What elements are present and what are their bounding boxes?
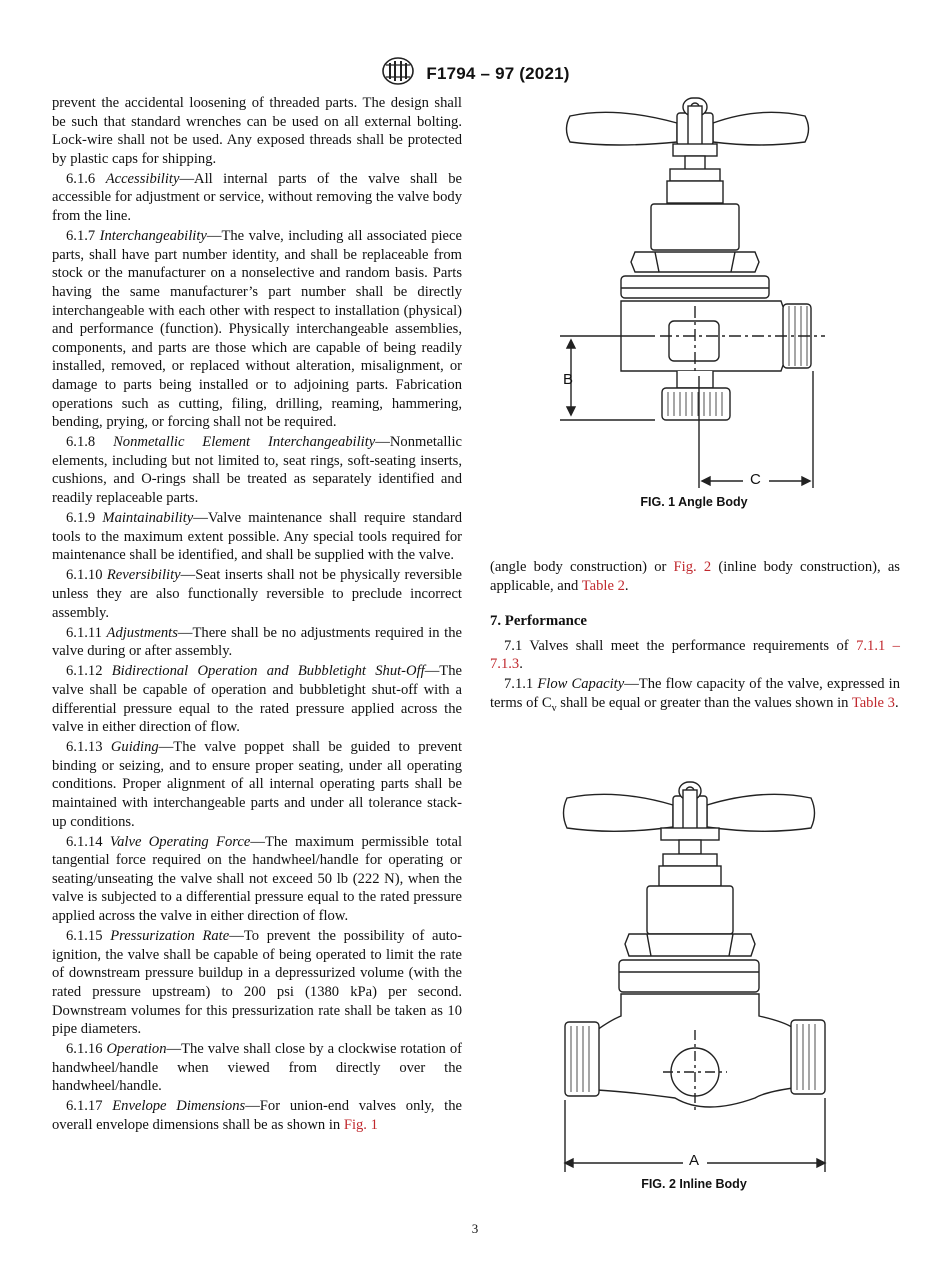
section-6-1-15: 6.1.15 Pressurization Rate—To prevent the possibility of auto-ignition, the valve shall be capable of being operated to limit the rate of downstream pressure buildup in a depressurized volume (with the rated pressure upstream) to 200 psi (1380 kPa) per second. Downstream volumes for this pressurization rate shall be taken as 10 pipe diameters. bbox=[52, 928, 462, 1038]
section-6-1-7: 6.1.7 Interchangeability—The valve, including all associated piece parts, shall have part number identity, and shall be replaceable from stock or the manufacturer on a nonselective and random basis. Parts having the same manufacturer’s part number shall be directly interchangeable with each other with respect to installation (physical) and performance (function). Physically interchangeable assemblies, components, and parts are those which are capable of being readily installed, removed, or replaced without alteration, misalignment, or damage to parts being installed or to adjoining parts. Fabrication operations such as cutting, filing, drilling, reaming, hammering, bending, prying, or forcing shall not be required. bbox=[52, 228, 462, 431]
left-column bbox=[52, 94, 462, 1135]
section-7-1-1: 7.1.1 Flow Capacity—The flow capacity of the valve, expressed in terms of $C_v$ shall be equal or greater than the values shown in Table 3. bbox=[490, 676, 900, 714]
section-7-1: 7.1 Valves shall meet the performance requirements of 7.1.1 – 7.1.3. bbox=[490, 637, 900, 673]
section-6-1-12: 6.1.12 Bidirectional Operation and Bubbletight Shut-Off—The valve shall be capable of operation and bubbletight shut-off with a differential pressure equal to the rated pressure applied across the valve in either direction of flow. bbox=[52, 663, 462, 736]
section-6-1-6: 6.1.6 Accessibility—All internal parts of the valve shall be accessible for adjustment or service, without removing the valve body from the line. bbox=[52, 170, 462, 225]
section-6-1-14: 6.1.14 Valve Operating Force—The maximum permissible total tangential force required on the handwheel/handle for operating or seating/unseating the valve shall not exceed 50 lb (222 N), when the valve is subjected to a differential pressure equal to the rated pressure applied across the valve in either direction of flow. bbox=[52, 833, 462, 925]
page-header bbox=[0, 56, 950, 91]
figure-1-angle-body bbox=[555, 96, 835, 501]
section-6-1-17: 6.1.17 Envelope Dimensions—For union-end valves only, the overall envelope dimensions shall be as shown in Fig. 1 bbox=[52, 1098, 462, 1134]
paragraph-continued: prevent the accidental loosening of threaded parts. The design shall be such that standard wrenches can be used on all external bolting. Lock-wire shall not be used. Any exposed threads shall be protected by plastic caps for shipping. bbox=[52, 95, 462, 167]
section-6-1-13: 6.1.13 Guiding—The valve poppet shall be guided to prevent binding or seizing, and to ensure proper seating, under all operating conditions. Proper alignment of all internal operating parts shall be maintained with interchangeable parts and under all tolerance stack-up conditions. bbox=[52, 739, 463, 830]
figure-1-caption: FIG. 1 Angle Body bbox=[640, 495, 748, 509]
section-7-1-1-link[interactable]: 7.1.1 – 7.1.3 bbox=[490, 637, 900, 673]
paragraph-continued-right: (angle body construction) or Fig. 2 (inline body construction), as applicable, and Table 2. bbox=[490, 559, 900, 594]
fig-1-link[interactable]: Fig. 1 bbox=[343, 1117, 378, 1134]
dimension-c-label: C bbox=[750, 471, 761, 488]
right-column bbox=[490, 558, 900, 719]
section-6-1-9: 6.1.9 Maintainability—Valve maintenance shall require standard tools to the maximum extent possible. Any special tools required for maintenance shall be identified, and shall be supplied with the valve. bbox=[52, 510, 462, 564]
dimension-b-label: B bbox=[563, 371, 574, 388]
figure-2-caption: FIG. 2 Inline Body bbox=[641, 1177, 747, 1191]
figure-2-inline-body bbox=[555, 780, 835, 1180]
page-number: 3 bbox=[471, 1221, 479, 1236]
section-6-1-11: 6.1.11 Adjustments—There shall be no adjustments required in the valve during or after assembly. bbox=[52, 624, 462, 660]
section-6-1-8: 6.1.8 Nonmetallic Element Interchangeability—Nonmetallic elements, including but not limited to, seat rings, soft-seating inserts, cushions, and O-rings shall be treated as separately identified and readily replaceable parts. bbox=[52, 434, 462, 506]
table-3-link[interactable]: Table 3 bbox=[851, 695, 895, 712]
document-title: F1794 – 97 (2021) bbox=[426, 63, 570, 83]
fig-2-link[interactable]: Fig. 2 bbox=[673, 559, 712, 575]
astm-logo bbox=[380, 56, 416, 91]
dimension-a-label: A bbox=[689, 1152, 700, 1169]
section-6-1-10: 6.1.10 Reversibility—Seat inserts shall not be physically reversible unless they are also functionally reversible to preclude incorrect assembly. bbox=[52, 567, 463, 621]
section-6-1-16: 6.1.16 Operation—The valve shall close by a clockwise rotation of handwheel/handle when viewed from directly over the handwheel/handle. bbox=[52, 1041, 462, 1095]
section-7-heading: 7. Performance bbox=[490, 613, 587, 630]
table-2-link[interactable]: Table 2 bbox=[581, 577, 625, 594]
